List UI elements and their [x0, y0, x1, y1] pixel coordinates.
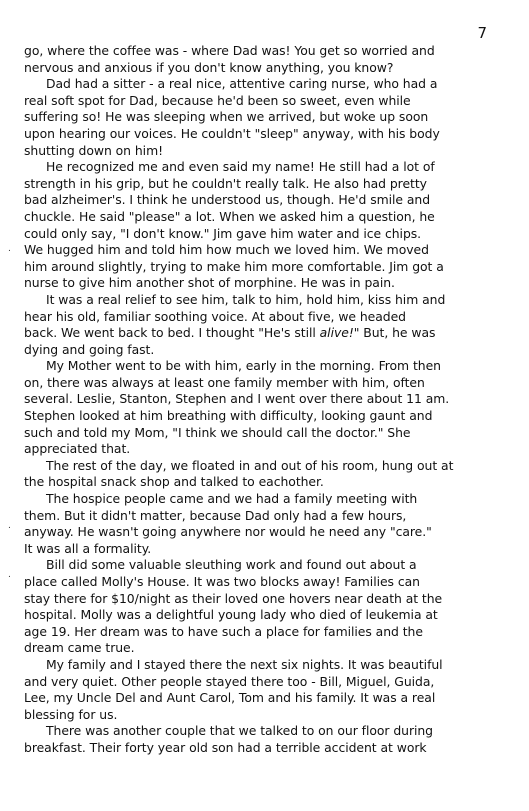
- body-text: [24, 43, 504, 757]
- text-line: such and told my Mom, "I think we should call the doctor." She: [24, 424, 411, 440]
- text-line: The rest of the day, we floated in and out of his room, hung out at: [46, 457, 454, 473]
- text-line: My family and I stayed there the next six nights. It was beautiful: [46, 656, 443, 672]
- text-line: stay there for $10/night as their loved one hovers near death at the: [24, 590, 443, 606]
- text-line: the hospital snack shop and talked to eachother.: [24, 474, 324, 490]
- text-line: The hospice people came and we had a family meeting with: [46, 491, 418, 507]
- text-line: dying and going fast.: [24, 341, 155, 357]
- text-line: It was a real relief to see him, talk to him, hold him, kiss him and: [46, 291, 446, 307]
- text-line: There was another couple that we talked to on our floor during: [46, 723, 433, 739]
- text-line: Stephen looked at him breathing with difficulty, looking gaunt and: [24, 408, 433, 424]
- text-line: Dad had a sitter - a real nice, attentive caring nurse, who had a: [46, 76, 438, 92]
- text-line: hear his old, familiar soothing voice. At about five, we headed: [24, 308, 406, 324]
- text-line: Lee, my Uncle Del and Aunt Carol, Tom and his family. It was a real: [24, 690, 436, 706]
- text-line: nervous and anxious if you don't know anything, you know?: [24, 59, 394, 75]
- text-line: him around slightly, trying to make him more comfortable. Jim got a: [24, 258, 444, 274]
- text-line: Bill did some valuable sleuthing work and found out about a: [46, 557, 417, 573]
- text-line: blessing for us.: [24, 706, 118, 722]
- text-line: bad alzheimer's. I think he understood us, though. He'd smile and: [24, 192, 431, 208]
- text-line: My Mother went to be with him, early in the morning. From then: [46, 358, 441, 374]
- text-line: suffering so! He was sleeping when we arrived, but woke up soon: [24, 109, 429, 125]
- text-line: He recognized me and even said my name! He still had a lot of: [46, 159, 435, 175]
- text-line: strength in his grip, but he couldn't really talk. He also had pretty: [24, 175, 427, 191]
- margin-mark: .: [8, 570, 11, 580]
- margin-mark: .: [8, 521, 11, 531]
- text-line: shutting down on him!: [24, 142, 164, 158]
- text-line: several. Leslie, Stanton, Stephen and I went over there about 11 am.: [24, 391, 450, 407]
- text-line: chuckle. He said "please" a lot. When we asked him a question, he: [24, 208, 435, 224]
- text-line: nurse to give him another shot of morphine. He was in pain.: [24, 275, 395, 291]
- text-line: back. We went back to bed. I thought "He's still alive!" But, he was: [24, 325, 436, 341]
- page-number: 7: [477, 24, 487, 42]
- text-line: anyway. He wasn't going anywhere nor would he need any "care.": [24, 524, 432, 540]
- text-line: hospital. Molly was a delightful young lady who died of leukemia at: [24, 607, 438, 623]
- text-line: appreciated that.: [24, 441, 131, 457]
- text-line: go, where the coffee was - where Dad was! You get so worried and: [24, 43, 435, 58]
- margin-mark: .: [8, 244, 11, 254]
- text-line: breakfast. Their forty year old son had a terrible accident at work: [24, 739, 427, 755]
- text-line: dream came true.: [24, 640, 135, 656]
- text-line: on, there was always at least one family member with him, often: [24, 374, 425, 390]
- text-line: place called Molly's House. It was two blocks away! Families can: [24, 574, 420, 589]
- text-line: age 19. Her dream was to have such a place for families and the: [24, 623, 423, 639]
- text-line: could only say, "I don't know." Jim gave him water and ice chips.: [24, 225, 422, 241]
- text-line: It was all a formality.: [24, 540, 152, 556]
- text-line: real soft spot for Dad, because he'd been so sweet, even while: [24, 92, 411, 108]
- text-line: them. But it didn't matter, because Dad only had a few hours,: [24, 507, 407, 523]
- text-line: upon hearing our voices. He couldn't "sleep" anyway, with his body: [24, 125, 440, 141]
- text-line: and very quiet. Other people stayed there too - Bill, Miguel, Guida,: [24, 673, 435, 689]
- text-line: We hugged him and told him how much we loved him. We moved: [24, 242, 429, 258]
